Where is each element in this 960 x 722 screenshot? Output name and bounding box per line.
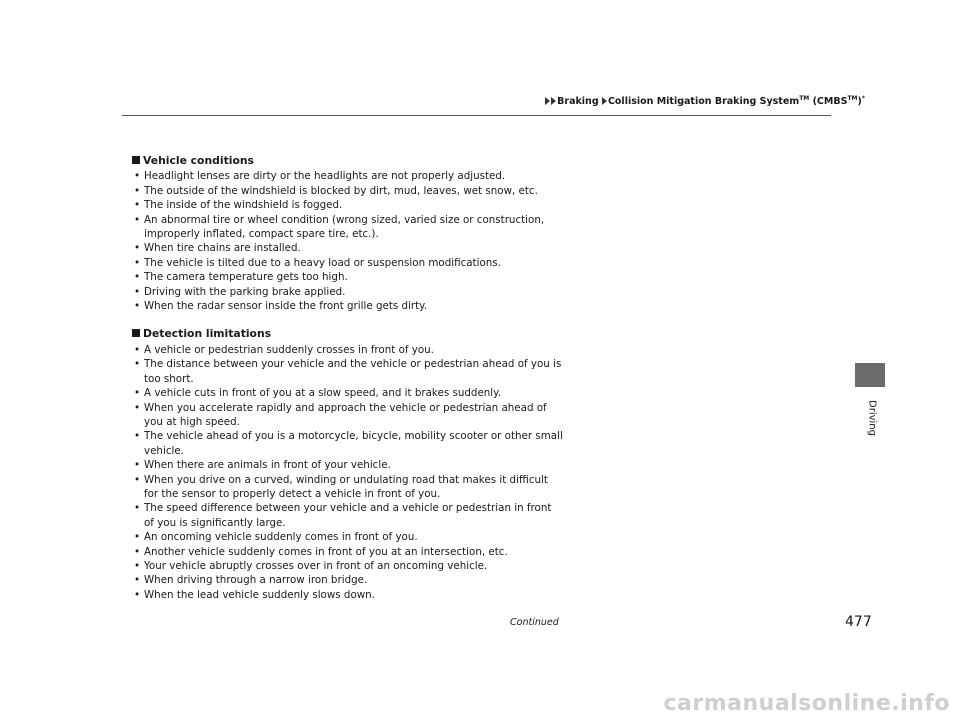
bullet-icon: • [134,256,141,269]
bullet-icon: • [134,300,141,313]
bullet-icon: • [134,401,141,414]
square-bullet-icon [132,329,140,337]
watermark: carmanualsonline.info [663,691,950,716]
page-number: 477 [845,614,872,630]
breadcrumb-braking[interactable]: Braking [557,96,599,108]
list-item: • The speed difference between your vehicle and a vehicle or pedestrian in front of you is significantly large. [134,502,552,529]
arrow-right-icon [545,97,550,105]
bullet-icon: • [134,343,141,356]
bullet-icon: • [134,459,141,472]
list-item: • The vehicle is tilted due to a heavy load or suspension modifications. [134,256,501,269]
section-heading-vehicle-conditions: Vehicle conditions [132,154,564,168]
breadcrumb [545,95,865,107]
bullet-icon: • [134,387,141,400]
list-item: • Headlight lenses are dirty or the headlights are not properly adjusted. [134,170,506,183]
bullet-icon: • [134,358,141,371]
page-content [134,154,564,602]
section-spacer [134,313,564,327]
section-heading-detection-limitations: Detection limitations [132,327,564,341]
list-item: • When driving through a narrow iron bridge. [134,574,368,587]
list-item: • The outside of the windshield is blocked by dirt, mud, leaves, wet snow, etc. [134,184,538,197]
arrow-right-icon [602,97,607,105]
list-item: • Another vehicle suddenly comes in front of you at an intersection, etc. [134,545,508,558]
list-item: • When tire chains are installed. [134,242,301,255]
bullet-icon: • [134,242,141,255]
bullet-icon: • [134,184,141,197]
bullet-icon: • [134,213,141,226]
bullet-icon: • [134,545,141,558]
bullet-icon: • [134,531,141,544]
list-item: • When you drive on a curved, winding or undulating road that makes it difficult for the sensor to properly detect a vehicle in front of you. [134,473,548,500]
list-item: • The distance between your vehicle and the vehicle or pedestrian ahead of you is too short. [134,358,562,385]
square-bullet-icon [132,156,140,164]
list-item: • A vehicle cuts in front of you at a slow speed, and it brakes suddenly. [134,387,502,400]
list-item: • An abnormal tire or wheel condition (wrong sized, varied size or construction, improperly inflated, compact spare tire, etc.). [134,213,545,241]
chapter-tab[interactable] [855,363,885,387]
list-item: • The camera temperature gets too high. [134,271,348,284]
list-item: • When you accelerate rapidly and approach the vehicle or pedestrian ahead of you at high speed. [134,401,547,428]
list-item: • The vehicle ahead of you is a motorcycle, bicycle, mobility scooter or other small vehicle. [134,430,563,457]
list-item: • When the lead vehicle suddenly slows down. [134,588,375,601]
bullet-icon: • [134,574,141,587]
detection-limitations-list [134,343,564,602]
list-item: • When the radar sensor inside the front grille gets dirty. [134,300,428,313]
header-rule [122,115,831,116]
list-item: • An oncoming vehicle suddenly comes in front of you. [134,531,418,544]
breadcrumb-cmbs[interactable]: Collision Mitigation Braking System™ (CMBS™)* [607,95,865,108]
vehicle-conditions-list [134,169,564,313]
bullet-icon: • [134,271,141,284]
bullet-icon: • [134,473,141,486]
bullet-icon: • [134,170,141,183]
list-item: • When there are animals in front of your vehicle. [134,459,391,472]
bullet-icon: • [134,588,141,601]
bullet-icon: • [134,559,141,572]
list-item: • Your vehicle abruptly crosses over in front of an oncoming vehicle. [134,559,488,572]
bullet-icon: • [134,285,141,298]
list-item: • The inside of the windshield is fogged. [134,199,343,212]
continued-label: Continued [510,617,559,628]
bullet-icon: • [134,430,141,443]
list-item: • A vehicle or pedestrian suddenly crosses in front of you. [134,343,434,356]
bullet-icon: • [134,199,141,212]
list-item: • Driving with the parking brake applied. [134,285,346,298]
bullet-icon: • [134,502,141,515]
arrow-right-icon [551,97,556,105]
chapter-label: Driving [866,400,878,436]
